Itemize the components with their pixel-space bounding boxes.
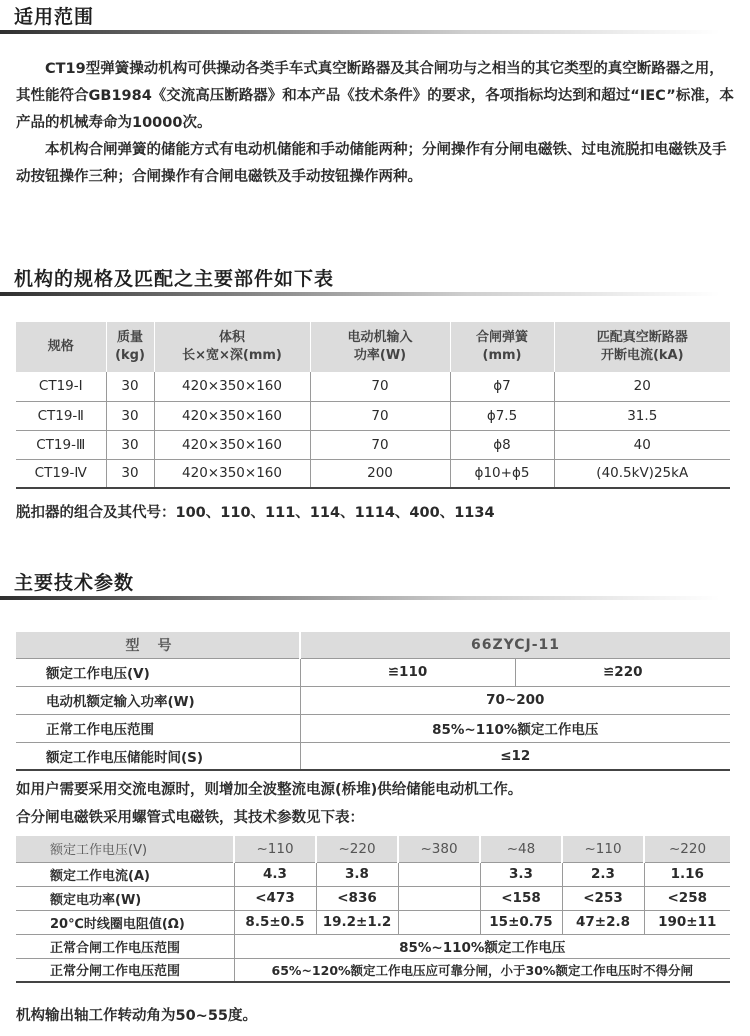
header-cell: 匹配真空断路器 开断电流(kA) [554,322,730,372]
table-cell: 3.8 [316,862,398,886]
table-cell: 200 [310,459,450,488]
table-row [16,886,730,910]
scope-text [16,56,738,191]
row-label: 正常工作电压范围 [16,714,300,742]
section-title: 适用范围 [14,6,95,28]
row-label: 额定工作电流(A) [16,862,234,886]
row-label: 20℃时线圈电阻值(Ω) [16,910,234,934]
table-cell: CT19-Ⅰ [16,372,106,401]
header-cell: ~220 [316,836,398,862]
table-cell: 30 [106,430,154,459]
header-cell: ~110 [562,836,644,862]
scope-paragraph-2: 本机构合闸弹簧的储能方式有电动机储能和手动储能两种；分闸操作有分闸电磁铁、过电流脱扣电磁铁及手动按钮操作三种；合闸操作有合闸电磁铁及手动按钮操作两种。 [16,142,727,185]
table-header-row [16,322,730,372]
ac-power-note: 如用户需要采用交流电源时，则增加全波整流电源(桥堆)供给储能电动机工作。 [16,782,523,798]
row-label: 额定电功率(W) [16,886,234,910]
scope-paragraph-1: CT19型弹簧操动机构可供操动各类手车式真空断路器及其合闸功与之相当的其它类型的真空断路器之用，其性能符合GB1984《交流高压断路器》和本产品《技术条件》的要求，各项指标均达到和超过“IEC”标准，本产品的机械寿命为10000次。 [16,61,734,131]
header-cell: 规格 [16,322,106,372]
table-row [16,910,730,934]
table-cell: 4.3 [234,862,316,886]
table-cell [398,910,480,934]
header-cell: ~110 [234,836,316,862]
table-cell: 30 [106,401,154,430]
table-cell: 15±0.75 [480,910,562,934]
table-row [16,430,730,459]
row-label: 额定工作电压储能时间(S) [16,742,300,770]
table-cell: ϕ7 [450,372,554,401]
table-cell: 31.5 [554,401,730,430]
table-cell: 30 [106,372,154,401]
table-cell: 420×350×160 [154,430,310,459]
table-cell: <253 [562,886,644,910]
table-cell: 3.3 [480,862,562,886]
table-cell: 70~200 [300,686,730,714]
table-cell: 70 [310,401,450,430]
table-cell: 1.16 [644,862,730,886]
table-cell: CT19-Ⅳ [16,459,106,488]
section-title: 主要技术参数 [14,572,135,594]
table-cell: 420×350×160 [154,372,310,401]
header-cell: 电动机输入 功率(W) [310,322,450,372]
table-cell: 420×350×160 [154,401,310,430]
row-label: 额定工作电压(V) [16,658,300,686]
row-label: 电动机额定输入功率(W) [16,686,300,714]
table-cell: 20 [554,372,730,401]
table-cell: 70 [310,372,450,401]
section-divider [0,30,720,34]
table-row [16,686,730,714]
row-label: 正常合闸工作电压范围 [16,934,234,958]
header-cell: 合闸弹簧 (mm) [450,322,554,372]
table-cell: 420×350×160 [154,459,310,488]
table-cell: 2.3 [562,862,644,886]
param-table [16,632,730,771]
table-cell: ϕ7.5 [450,401,554,430]
table-cell: <158 [480,886,562,910]
table-cell: <473 [234,886,316,910]
table-cell: 8.5±0.5 [234,910,316,934]
table-row [16,714,730,742]
header-cell: ~380 [398,836,480,862]
table-header-row [16,632,730,658]
coil-table [16,836,730,983]
model-value: 66ZYCJ-11 [300,632,730,658]
table-cell: 47±2.8 [562,910,644,934]
table-cell: 85%~110%额定工作电压 [234,934,730,958]
trip-codes-text: 脱扣器的组合及其代号：100、110、111、114、1114、400、1134 [16,505,495,521]
section-divider [0,596,720,600]
table-cell: <258 [644,886,730,910]
table-cell [398,886,480,910]
table-cell: ≌220 [515,658,730,686]
table-cell: 85%~110%额定工作电压 [300,714,730,742]
table-row [16,958,730,982]
table-cell: CT19-Ⅱ [16,401,106,430]
table-cell: ≌110 [300,658,515,686]
header-cell: 额定工作电压(V) [16,836,234,862]
section-title: 机构的规格及匹配之主要部件如下表 [14,268,335,290]
table-header-row [16,836,730,862]
row-label: 正常分闸工作电压范围 [16,958,234,982]
table-cell: (40.5kV)25kA [554,459,730,488]
rotation-angle-note: 机构输出轴工作转动角为50~55度。 [16,1008,258,1024]
table-cell: 40 [554,430,730,459]
table-cell: 70 [310,430,450,459]
table-cell: 19.2±1.2 [316,910,398,934]
header-cell: ~48 [480,836,562,862]
header-cell: 体积 长×宽×深(mm) [154,322,310,372]
table-row [16,372,730,401]
table-cell: <836 [316,886,398,910]
section-divider [0,292,720,296]
table-row [16,658,730,686]
header-cell: 质量 (kg) [106,322,154,372]
table-cell: 30 [106,459,154,488]
table-cell: ϕ10+ϕ5 [450,459,554,488]
table-cell: 190±11 [644,910,730,934]
table-row [16,862,730,886]
header-cell: ~220 [644,836,730,862]
table-cell [398,862,480,886]
table-row [16,934,730,958]
spec-table [16,322,730,489]
table-row [16,742,730,770]
table-cell: ϕ8 [450,430,554,459]
electromagnet-note: 合分闸电磁铁采用螺管式电磁铁，其技术参数见下表： [16,810,364,826]
table-row [16,401,730,430]
table-row [16,459,730,488]
table-cell: 65%~120%额定工作电压应可靠分闸，小于30%额定工作电压时不得分闸 [234,958,730,982]
table-cell: CT19-Ⅲ [16,430,106,459]
table-cell: ≤12 [300,742,730,770]
model-label: 型号 [16,632,300,658]
